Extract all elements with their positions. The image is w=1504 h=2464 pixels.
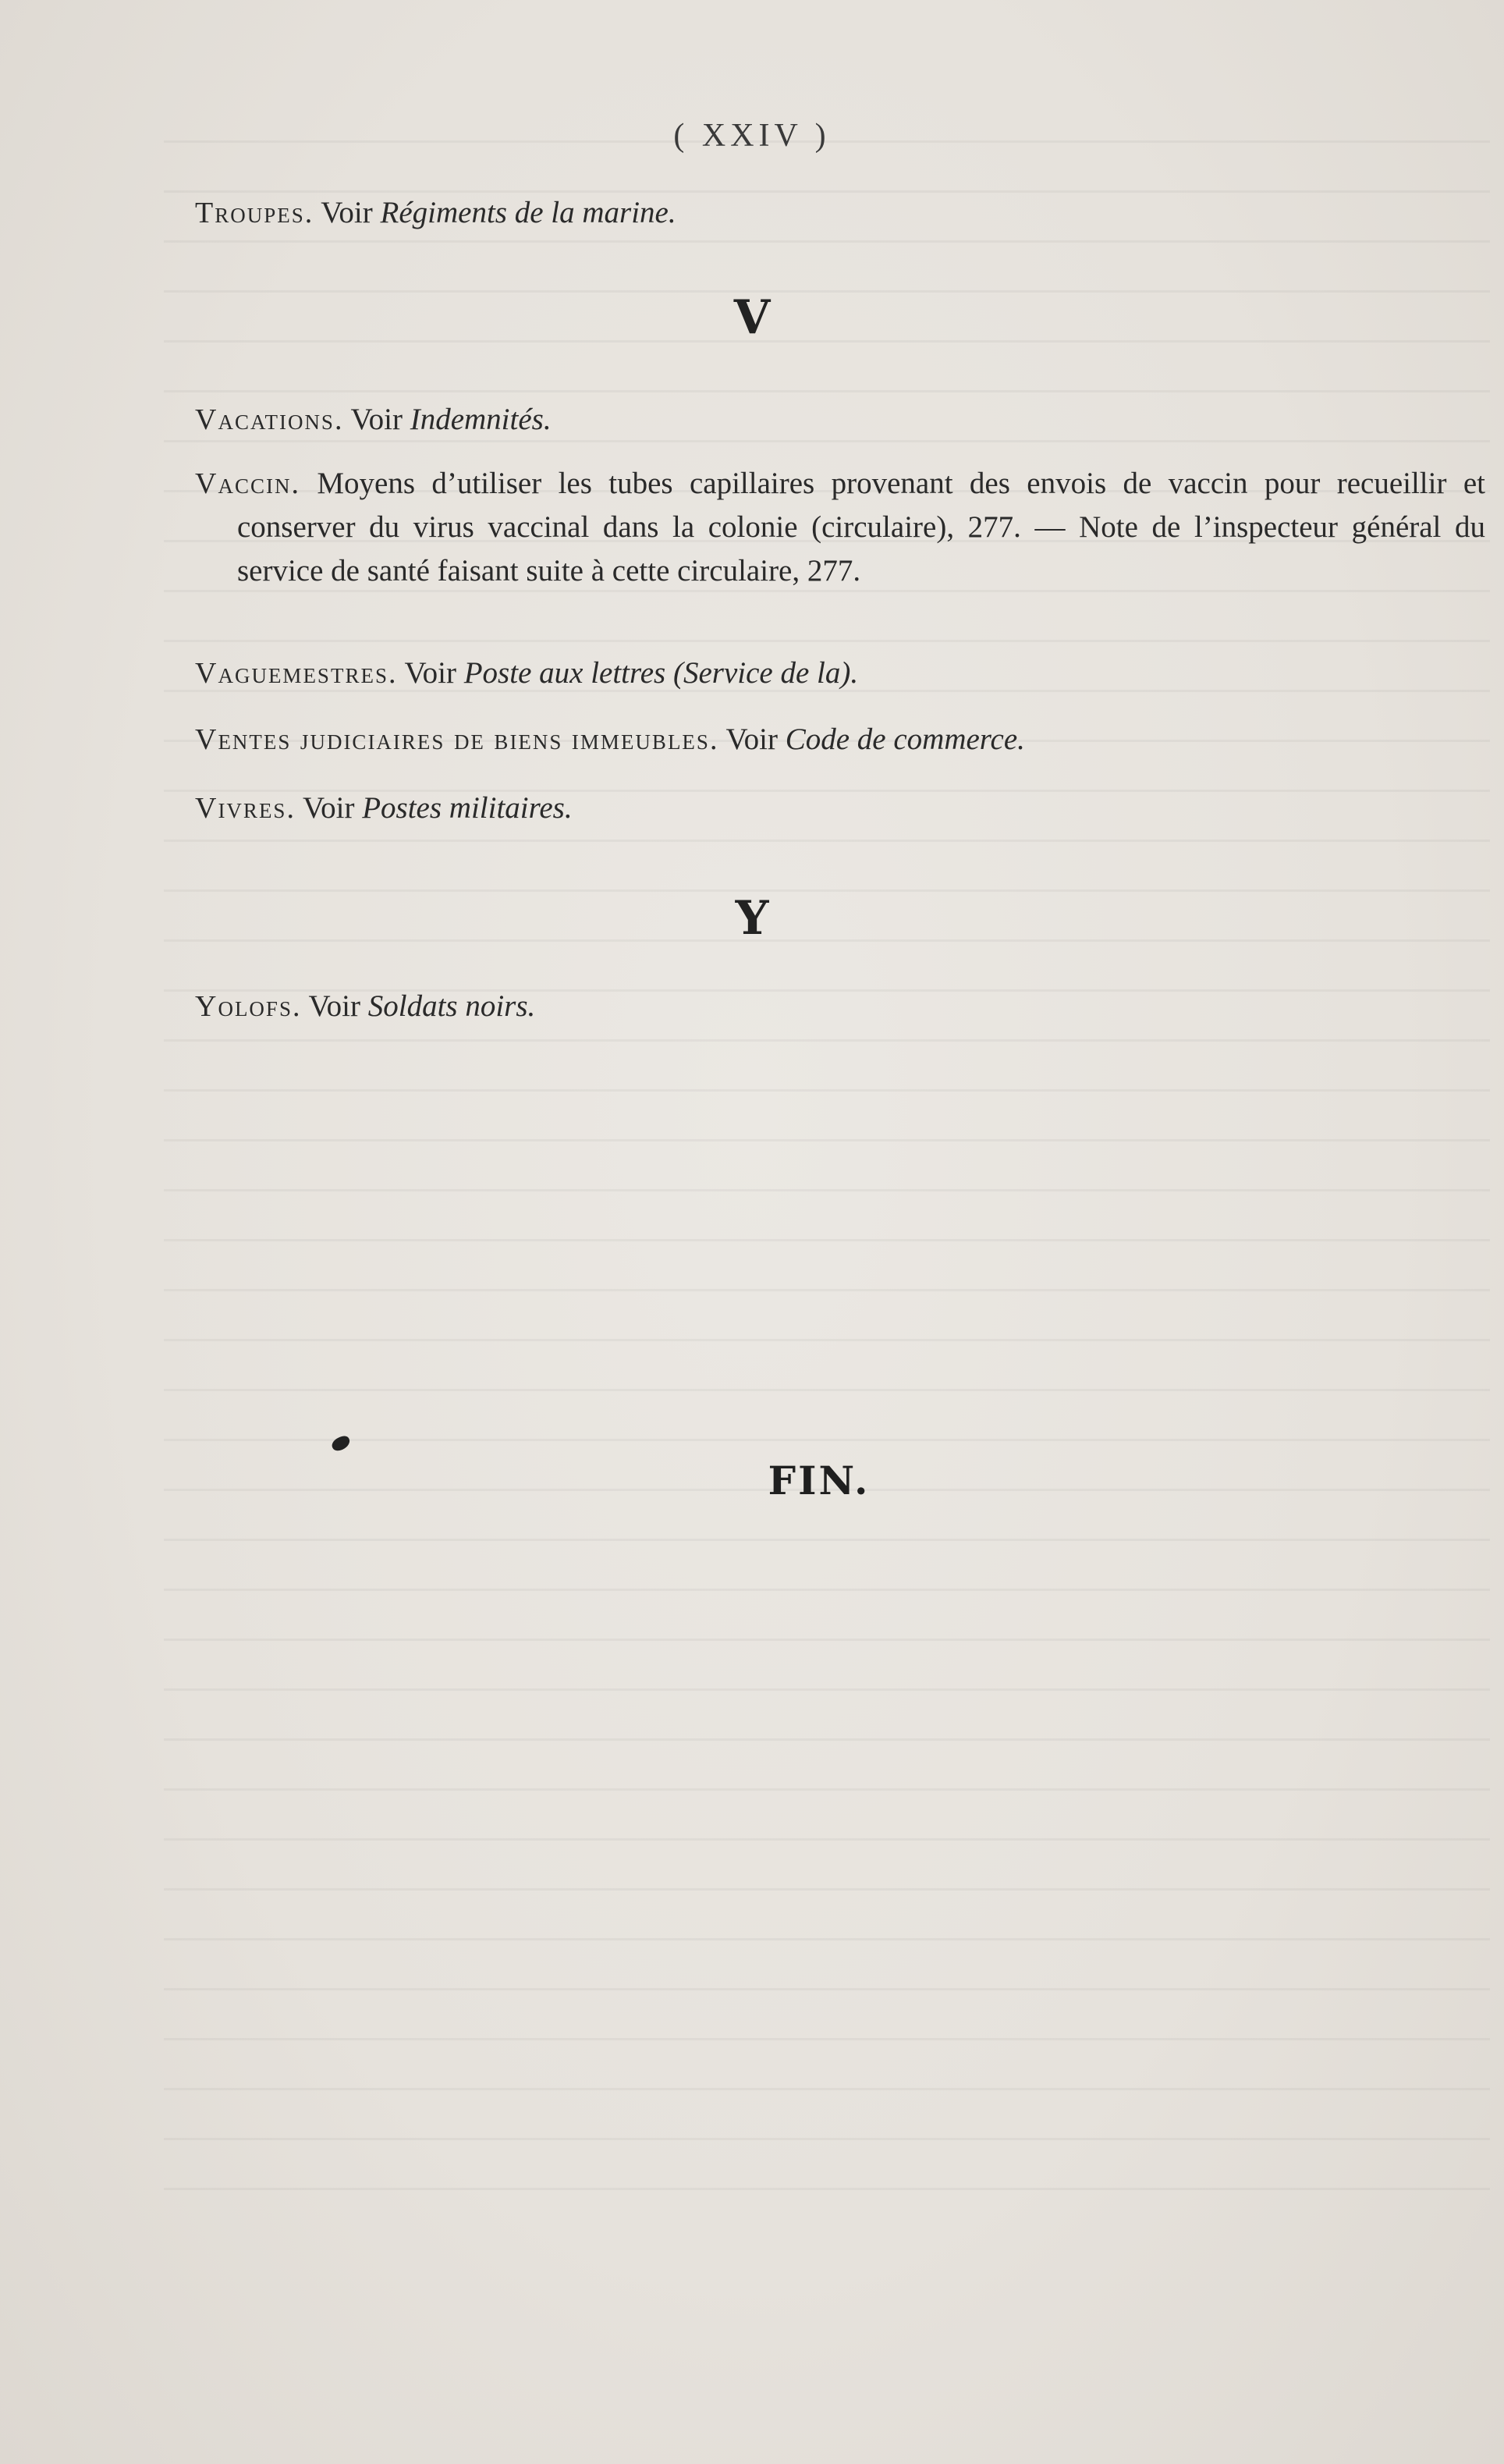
index-entry-troupes bbox=[195, 191, 1443, 235]
entry-text: Voir bbox=[314, 196, 381, 229]
section-letter-y: Y bbox=[735, 891, 769, 946]
index-entry-vaguemestres bbox=[195, 652, 1443, 695]
entry-text: Voir bbox=[397, 656, 464, 690]
show-through-bleed bbox=[164, 140, 1490, 2208]
entry-text: Voir bbox=[343, 403, 410, 436]
entry-reference: Poste aux lettres (Service de la). bbox=[463, 656, 859, 690]
entry-term: Vaccin. bbox=[195, 467, 300, 500]
entry-term: Vivres. bbox=[195, 792, 296, 825]
section-letter-v: V bbox=[733, 290, 771, 345]
index-entry-vacations bbox=[195, 398, 1443, 442]
ink-blot bbox=[330, 1434, 353, 1454]
entry-term: Vacations. bbox=[195, 403, 344, 436]
entry-text: Voir bbox=[718, 723, 786, 756]
page-number-header: ( XXIV ) bbox=[673, 118, 831, 154]
entry-term: Ventes judiciaires de biens immeubles. bbox=[195, 723, 719, 756]
entry-term: Troupes. bbox=[195, 197, 314, 229]
entry-reference: Indemnités. bbox=[410, 403, 552, 436]
entry-reference: Postes militaires. bbox=[362, 791, 573, 825]
entry-term: Vaguemestres. bbox=[195, 657, 398, 690]
entry-reference: Code de commerce. bbox=[785, 723, 1025, 756]
index-entry-ventes bbox=[195, 718, 1443, 762]
entry-text: Voir bbox=[301, 989, 368, 1023]
index-entry-vivres bbox=[195, 786, 1443, 830]
closing-fin: FIN. bbox=[768, 1457, 871, 1504]
entry-text: Moyens d’utiliser les tubes capillaires provenant des envois de vaccin pour recueillir et conserver du virus vaccinal dans la colonie (circulaire), 277. — Note de l’inspecteur général du service de santé faisant suite à cette circulaire, 277. bbox=[237, 467, 1485, 588]
entry-reference: Soldats noirs. bbox=[367, 989, 536, 1023]
entry-reference: Régiments de la marine. bbox=[380, 196, 676, 229]
index-entry-vaccin bbox=[195, 462, 1485, 593]
entry-term: Yolofs. bbox=[195, 990, 302, 1023]
entry-text: Voir bbox=[295, 791, 363, 825]
index-entry-yolofs bbox=[195, 985, 1443, 1028]
